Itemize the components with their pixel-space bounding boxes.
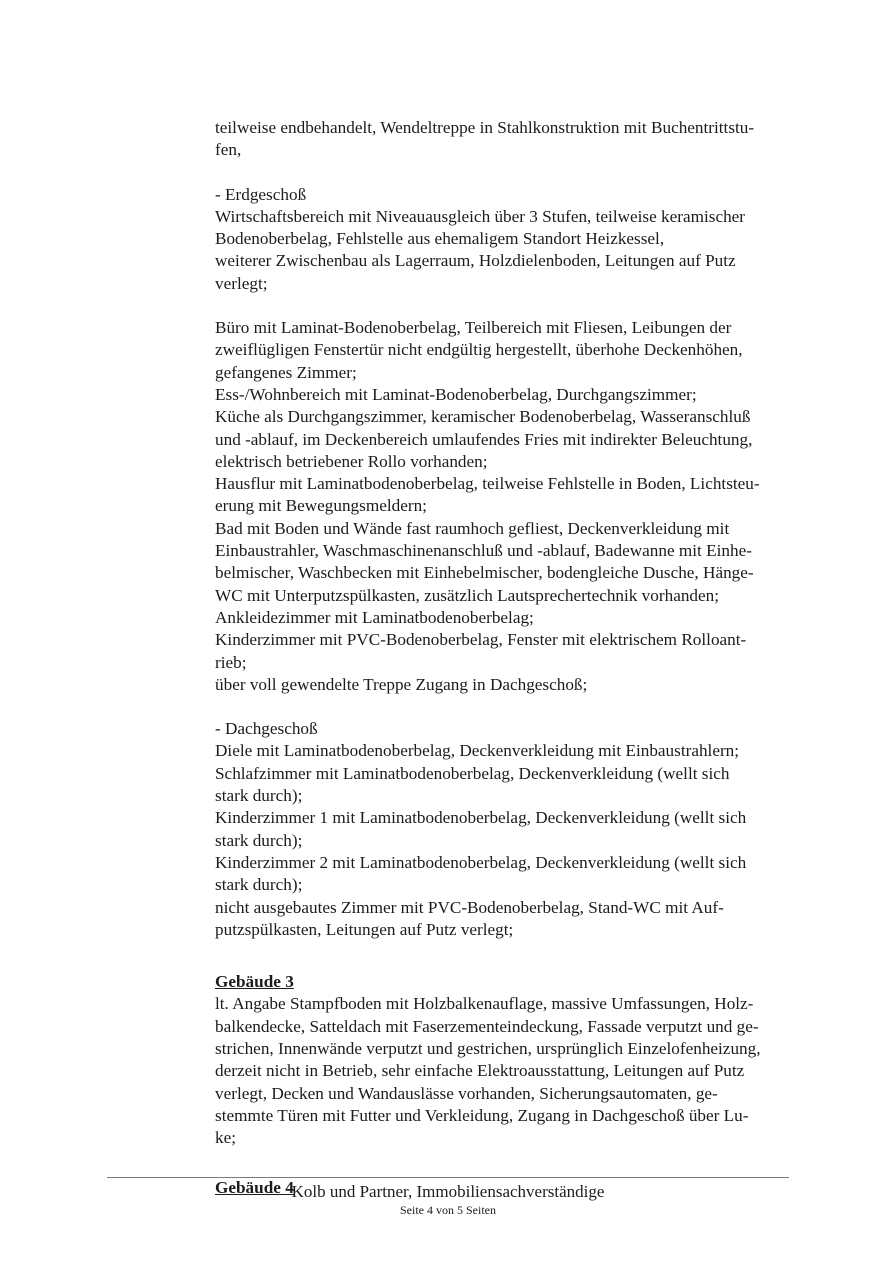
text-line: Kinderzimmer 2 mit Laminatbodenoberbelag, Deckenverkleidung (wellt sich xyxy=(215,852,747,872)
text-line: stark durch); xyxy=(215,786,303,806)
section-gebaeude-3 xyxy=(215,971,780,1149)
text-line: Einbaustrahler, Waschmaschinenanschluß und -ablauf, Badewanne mit Einhe- xyxy=(215,541,752,561)
footer-page-number: Seite 4 von 5 Seiten xyxy=(400,1203,496,1217)
text-line: balkendecke, Satteldach mit Faserzementeindeckung, Fassade verputzt und ge- xyxy=(215,1016,759,1036)
text-line: und -ablauf, im Deckenbereich umlaufendes Fries mit indirekter Beleuchtung, xyxy=(215,429,753,449)
text-line: Diele mit Laminatbodenoberbelag, Deckenverkleidung mit Einbaustrahlern; xyxy=(215,741,740,761)
section-heading-erdgeschoss: - Erdgeschoß xyxy=(215,184,307,204)
text-line: Kinderzimmer 1 mit Laminatbodenoberbelag, Deckenverkleidung (wellt sich xyxy=(215,808,747,828)
document-body xyxy=(215,117,780,1200)
section-erdgeschoss xyxy=(215,184,780,697)
text-line: Bodenoberbelag, Fehlstelle aus ehemaligem Standort Heizkessel, xyxy=(215,229,665,249)
text-line: weiterer Zwischenbau als Lagerraum, Holzdielenboden, Leitungen auf Putz xyxy=(215,251,736,271)
text-line: stark durch); xyxy=(215,875,303,895)
erdgeschoss-paragraph-1 xyxy=(215,206,780,295)
text-line: ke; xyxy=(215,1128,236,1148)
erdgeschoss-paragraph-2 xyxy=(215,317,780,696)
text-line: erung mit Bewegungsmeldern; xyxy=(215,496,427,516)
section-dachgeschoss xyxy=(215,718,780,941)
text-line: strichen, Innenwände verputzt und gestrichen, ursprünglich Einzelofenheizung, xyxy=(215,1038,761,1058)
text-line: stemmte Türen mit Futter und Verkleidung, Zugang in Dachgeschoß über Lu- xyxy=(215,1105,749,1125)
text-line: lt. Angabe Stampfboden mit Holzbalkenauflage, massive Umfassungen, Holz- xyxy=(215,994,754,1014)
text-line: gefangenes Zimmer; xyxy=(215,362,357,382)
section-heading-gebaeude-3: Gebäude 3 xyxy=(215,972,294,992)
text-line: nicht ausgebautes Zimmer mit PVC-Bodenoberbelag, Stand-WC mit Auf- xyxy=(215,897,724,917)
section-heading-gebaeude-4: Gebäude 4 xyxy=(215,1178,294,1198)
text-line: zweiflügligen Fenstertür nicht endgültig hergestellt, überhohe Deckenhöhen, xyxy=(215,340,743,360)
text-line: belmischer, Waschbecken mit Einhebelmischer, bodengleiche Dusche, Hänge- xyxy=(215,563,754,583)
text-line: teilweise endbehandelt, Wendeltreppe in Stahlkonstruktion mit Buchentrittstu- xyxy=(215,118,755,137)
text-line: stark durch); xyxy=(215,830,303,850)
text-line: Bad mit Boden und Wände fast raumhoch gefliest, Deckenverkleidung mit xyxy=(215,518,730,538)
text-line: über voll gewendelte Treppe Zugang in Dachgeschoß; xyxy=(215,674,588,694)
text-line: Ankleidezimmer mit Laminatbodenoberbelag; xyxy=(215,607,534,627)
text-line: rieb; xyxy=(215,652,247,672)
text-line: Schlafzimmer mit Laminatbodenoberbelag, Deckenverkleidung (wellt sich xyxy=(215,763,730,783)
text-line: WC mit Unterputzspülkasten, zusätzlich Lautsprechertechnik vorhanden; xyxy=(215,585,720,605)
text-line: Ess-/Wohnbereich mit Laminat-Bodenoberbelag, Durchgangszimmer; xyxy=(215,384,697,404)
text-line: putzspülkasten, Leitungen auf Putz verlegt; xyxy=(215,919,514,939)
intro-paragraph xyxy=(215,117,780,162)
text-line: Kinderzimmer mit PVC-Bodenoberbelag, Fenster mit elektrischem Rolloant- xyxy=(215,630,747,650)
text-line: verlegt; xyxy=(215,273,268,293)
text-line: derzeit nicht in Betrieb, sehr einfache Elektroausstattung, Leitungen auf Putz xyxy=(215,1061,745,1081)
text-line: verlegt, Decken und Wandauslässe vorhanden, Sicherungsautomaten, ge- xyxy=(215,1083,718,1103)
text-line: Küche als Durchgangszimmer, keramischer Bodenoberbelag, Wasseranschluß xyxy=(215,407,751,427)
text-line: elektrisch betriebener Rollo vorhanden; xyxy=(215,451,488,471)
text-line: Büro mit Laminat-Bodenoberbelag, Teilbereich mit Fliesen, Leibungen der xyxy=(215,318,732,338)
section-heading-dachgeschoss: - Dachgeschoß xyxy=(215,719,318,739)
text-line: Wirtschaftsbereich mit Niveauausgleich über 3 Stufen, teilweise keramischer xyxy=(215,206,746,226)
footer-divider xyxy=(107,1177,789,1178)
text-line: Hausflur mit Laminatbodenoberbelag, teilweise Fehlstelle in Boden, Lichtsteu- xyxy=(215,474,760,494)
text-line: fen, xyxy=(215,140,242,160)
footer-company-name: Kolb und Partner, Immobiliensachverständige xyxy=(291,1182,605,1201)
